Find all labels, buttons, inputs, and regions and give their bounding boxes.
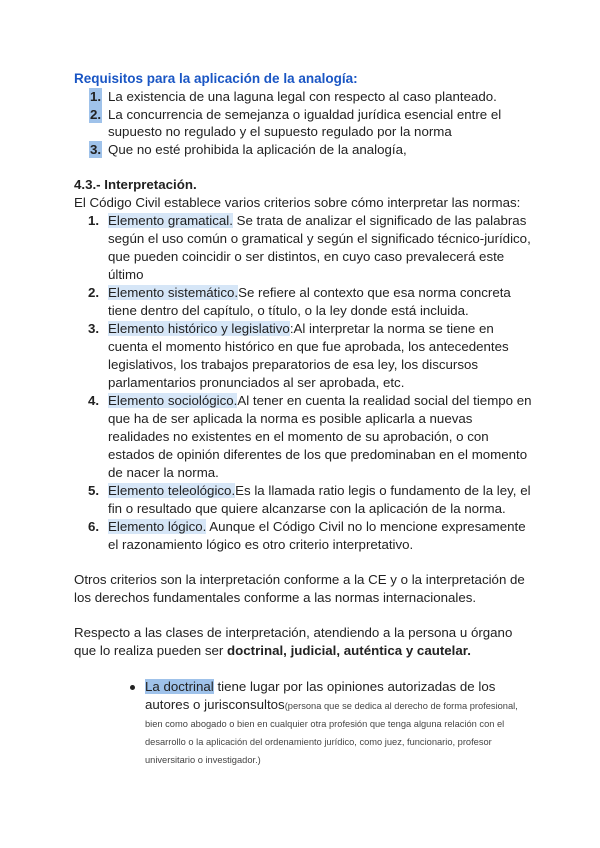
clases-text: Respecto a las clases de interpretación, atendiendo a la persona u órgano que lo realiza pueden ser [74, 625, 513, 658]
list-item-text: La concurrencia de semejanza o igualdad jurídica esencial entre el supuesto no regulado y el supuesto regulado por la norma [108, 106, 502, 139]
criterion-term: Elemento lógico. [108, 519, 207, 534]
list-number: 1. [88, 213, 100, 228]
list-number: 4. [88, 393, 100, 408]
criterion-text: Al tener en cuenta la realidad social del tiempo en que ha de ser aplicada la norma es posible aplicarla a nuevas realidades no existentes en el momento de su aprobación, o con estados de opinión diferentes de los que predominaban en el momento de nacer la norma. [108, 393, 532, 480]
requisitos-heading: Requisitos para la aplicación de la analogía: [74, 71, 358, 86]
criterion-text: Se trata de analizar el significado de las palabras según el uso común o gramatical y según el significado técnico-jurídico, que pueden coincidir o ser distintos, en cuyo caso prevalecerá este último [108, 213, 531, 282]
section-heading: 4.3.- Interpretación. [74, 177, 197, 192]
list-item [74, 106, 534, 141]
criterion-text: Aunque el Código Civil no lo mencione expresamente el razonamiento lógico es otro criterio interpretativo. [108, 519, 526, 552]
requisitos-list [74, 88, 534, 158]
list-number: 3. [88, 321, 100, 336]
criterion-text: :Al interpretar la norma se tiene en cuenta el momento histórico en que fue aprobada, los antecedentes legislativos, los trabajos preparatorios de esa ley, los discursos parlamentarios pronunciados al ser aprobada, etc. [108, 321, 509, 390]
list-item [74, 482, 534, 518]
list-number: 1. [90, 89, 102, 104]
doctrinal-term: La doctrinal [145, 679, 214, 694]
list-number: 2. [88, 285, 100, 300]
criterion-term: Elemento gramatical. [108, 213, 233, 228]
document-page [74, 70, 534, 768]
doctrinal-text: tiene lugar por las opiniones autorizadas de los autores o jurisconsultos [145, 679, 496, 712]
criterion-term: Elemento teleológico. [108, 483, 236, 498]
criterion-term: Elemento sistemático. [108, 285, 239, 300]
list-item [74, 320, 534, 392]
bullet-list [74, 678, 534, 768]
list-item [74, 212, 534, 284]
list-number: 2. [90, 106, 102, 122]
list-number: 3. [90, 141, 102, 157]
bullet-icon [130, 685, 135, 690]
list-number: 5. [88, 483, 100, 498]
list-item-text: La existencia de una laguna legal con respecto al caso planteado. [108, 89, 497, 104]
list-item-text: Que no esté prohibida la aplicación de la analogía, [108, 141, 407, 157]
list-item [74, 284, 534, 320]
criterion-text: Es la llamada ratio legis o fundamento de la ley, el fin o resultado que quiere alcanzarse con la aplicación de la norma. [108, 483, 531, 516]
list-item [74, 518, 534, 554]
list-item [74, 141, 534, 159]
criterion-term: Elemento histórico y legislativo [108, 321, 290, 336]
list-item [74, 392, 534, 482]
clases-bold: doctrinal, judicial, auténtica y cautelar. [227, 643, 471, 658]
intro-paragraph: El Código Civil establece varios criterios sobre cómo interpretar las normas: [74, 195, 521, 210]
otros-criterios-paragraph: Otros criterios son la interpretación conforme a la CE y o la interpretación de los derechos fundamentales conforme a las normas internacionales. [74, 572, 525, 605]
list-number: 6. [88, 519, 100, 534]
list-item [74, 678, 534, 768]
doctrinal-note: (persona que se dedica al derecho de forma profesional, bien como abogado o bien en cualquier otra profesión que tenga alguna relación con el desarrollo o la aplicación del ordenamiento jurídico, como juez, funcionario, profesor universitario o investigador.) [145, 701, 518, 765]
criteria-list [74, 212, 534, 554]
criterion-text: Se refiere al contexto que esa norma concreta tiene dentro del capítulo, o título, o la ley donde está incluida. [108, 285, 511, 318]
clases-paragraph [74, 624, 534, 660]
list-item [74, 88, 534, 106]
criterion-term: Elemento sociológico. [108, 393, 238, 408]
